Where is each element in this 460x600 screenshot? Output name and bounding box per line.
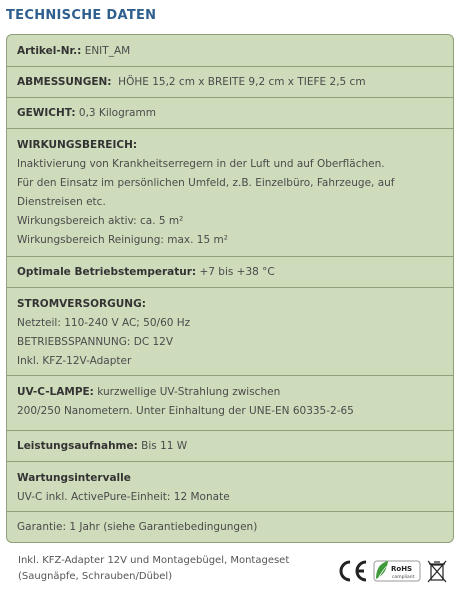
ce-mark-icon <box>341 562 366 580</box>
row-wirkungsbereich <box>7 128 453 256</box>
footer-note <box>18 553 338 585</box>
leistung-value: Bis 11 W <box>137 440 188 452</box>
wirkung-line: Inaktivierung von Krankheitserregern in der Luft und auf Oberflächen. <box>17 158 385 170</box>
rohs-badge-icon <box>374 561 420 581</box>
row-temperatur <box>7 256 453 287</box>
abmessungen-value: HÖHE 15,2 cm x BREITE 9,2 cm x TIEFE 2,5 cm <box>111 76 366 88</box>
artikel-value: ENIT_AM <box>81 44 131 57</box>
wirkung-line: Wirkungsbereich Reinigung: max. 15 m² <box>17 234 228 246</box>
garantie-value: Garantie: 1 Jahr (siehe Garantiebedingungen) <box>17 521 258 533</box>
artikel-label: Artikel-Nr.: <box>17 44 82 57</box>
wirkung-label: WIRKUNGSBEREICH: <box>17 139 138 151</box>
row-artikel <box>7 35 453 66</box>
row-wartung <box>7 461 453 511</box>
footer-line: (Saugnäpfe, Schrauben/Dübel) <box>18 571 173 582</box>
row-abmessungen <box>7 66 453 97</box>
gewicht-label: GEWICHT: <box>17 107 76 119</box>
rohs-sub-text: compliant <box>392 575 415 580</box>
wartung-label: Wartungsintervalle <box>17 472 131 484</box>
row-uvc-lampe <box>7 375 453 430</box>
row-garantie <box>7 511 453 542</box>
temperatur-value: +7 bis +38 °C <box>196 266 275 278</box>
wartung-line: UV-C inkl. ActivePure-Einheit: 12 Monate <box>17 491 230 503</box>
certification-icons <box>336 557 451 585</box>
wirkung-line: Dienstreisen etc. <box>17 196 106 208</box>
abmessungen-label: ABMESSUNGEN: <box>17 76 112 88</box>
tech-data-table <box>6 34 454 543</box>
footer-line: Inkl. KFZ-Adapter 12V und Montagebügel, Montageset <box>18 555 290 566</box>
row-gewicht <box>7 97 453 128</box>
temperatur-label: Optimale Betriebstemperatur: <box>17 266 197 278</box>
row-leistung <box>7 430 453 461</box>
certification-logos <box>336 557 451 585</box>
page-title: TECHNISCHE DATEN <box>6 8 157 23</box>
strom-label: STROMVERSORGUNG: <box>17 298 146 310</box>
uvc-line: 200/250 Nanometern. Unter Einhaltung der UNE-EN 60335-2-65 <box>17 405 354 417</box>
strom-line: Netzteil: 110-240 V AC; 50/60 Hz <box>17 317 191 329</box>
leistung-label: Leistungsaufnahme: <box>17 440 138 452</box>
uvc-value: kurzwellige UV-Strahlung zwischen <box>93 386 281 398</box>
uvc-label: UV-C-LAMPE: <box>17 386 94 398</box>
weee-crossed-bin-icon <box>428 561 446 582</box>
wirkung-line: Wirkungsbereich aktiv: ca. 5 m² <box>17 215 184 227</box>
wirkung-line: Für den Einsatz im persönlichen Umfeld, z.B. Einzelbüro, Fahrzeuge, auf <box>17 177 395 189</box>
strom-line: Inkl. KFZ-12V-Adapter <box>17 355 132 367</box>
gewicht-value: 0,3 Kilogramm <box>75 107 156 119</box>
row-stromversorgung <box>7 287 453 375</box>
rohs-text: RoHS <box>391 565 413 573</box>
strom-line: BETRIEBSSPANNUNG: DC 12V <box>17 336 174 348</box>
